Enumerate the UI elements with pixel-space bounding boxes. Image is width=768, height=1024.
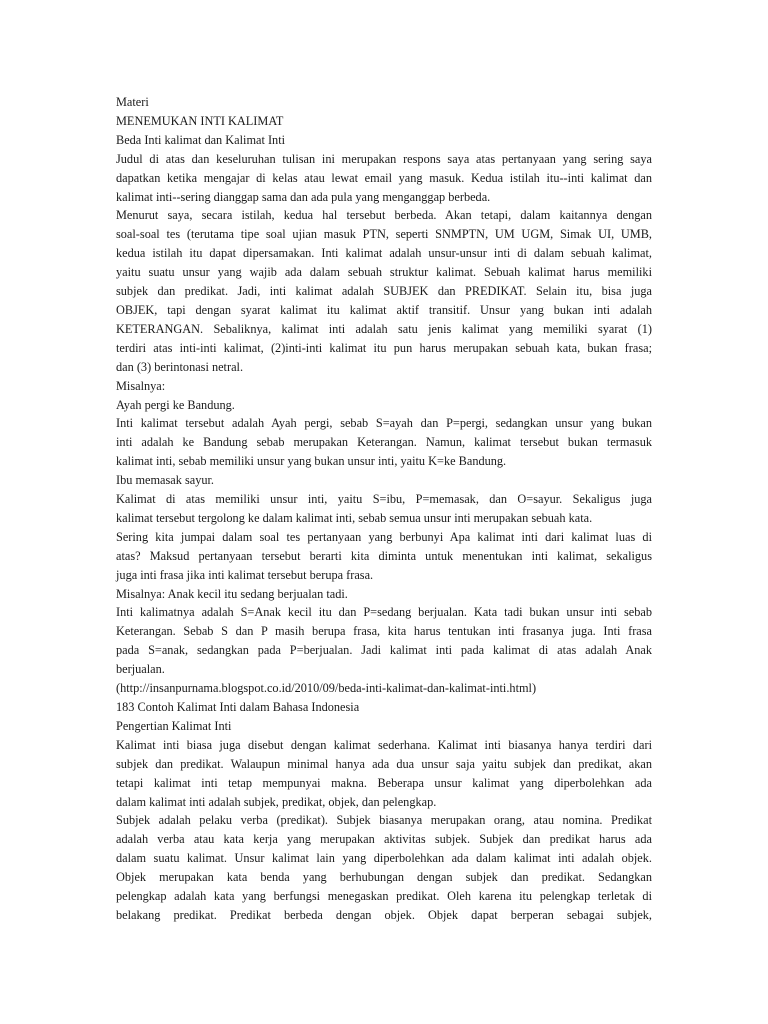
text-line: kalimat inti, sebab memiliki unsur yang bukan unsur inti, yaitu K=ke Bandung. <box>116 454 507 469</box>
text-line: dalam kalimat inti adalah subjek, predikat, objek, dan pelengkap. <box>116 794 437 809</box>
text-line: juga inti frasa jika inti kalimat tersebut berupa frasa. <box>116 567 374 582</box>
text-line: Kalimat inti biasa juga disebut dengan kalimat sederhana. Kalimat inti biasanya hanya terdiri dari <box>116 737 652 752</box>
text-line: Subjek adalah pelaku verba (predikat). Subjek biasanya merupakan orang, atau nomina. Predikat <box>116 813 652 828</box>
text-line: Misalnya: Anak kecil itu sedang berjualan tadi. <box>116 586 348 601</box>
document-page <box>116 93 652 925</box>
source-url: (http://insanpurnama.blogspot.co.id/2010/09/beda-inti-kalimat-dan-kalimat-inti.html) <box>116 681 537 696</box>
text-line: Judul di atas dan keseluruhan tulisan ini merupakan respons saya atas pertanyaan yang sering saya <box>116 151 652 166</box>
text-line: pada S=anak, sedangkan pada P=berjualan. Jadi kalimat inti pada kalimat di atas adalah Anak <box>116 643 652 658</box>
text-line: Pengertian Kalimat Inti <box>116 718 232 733</box>
text-line: Misalnya: <box>116 378 166 393</box>
text-line: atas? Maksud pertanyaan tersebut berarti kita diminta untuk menentukan inti kalimat, sekaligus <box>116 548 652 563</box>
text-line: dan (3) berintonasi netral. <box>116 359 244 374</box>
text-line: Ayah pergi ke Bandung. <box>116 397 235 412</box>
text-line: kedua istilah itu dapat dipersamakan. Inti kalimat adalah unsur-unsur inti di dalam sebuah kalimat, <box>116 246 652 261</box>
text-line: KETERANGAN. Sebaliknya, kalimat inti adalah satu jenis kalimat yang memiliki syarat (1) <box>116 321 652 336</box>
text-line: yaitu suatu unsur yang wajib ada dalam sebuah struktur kalimat. Sebuah kalimat harus memiliki <box>116 265 652 280</box>
text-line: Inti kalimat tersebut adalah Ayah pergi, sebab S=ayah dan P=pergi, sedangkan unsur yang bukan <box>116 416 652 431</box>
text-line: 183 Contoh Kalimat Inti dalam Bahasa Indonesia <box>116 700 360 714</box>
text-line: terdiri atas inti-inti kalimat, (2)inti-inti kalimat itu pun harus merupakan sebuah kata, bukan frasa; <box>116 340 652 355</box>
text-line: Objek merupakan kata benda yang berhubungan dengan subjek dan predikat. Sedangkan <box>116 870 652 885</box>
text-line: kalimat tersebut tergolong ke dalam kalimat inti, sebab semua unsur inti merupakan sebuah kata. <box>116 510 593 525</box>
text-line: MENEMUKAN INTI KALIMAT <box>116 113 284 128</box>
text-line: kalimat inti--sering dianggap sama dan ada pula yang menganggap berbeda. <box>116 189 491 204</box>
text-line: Keterangan. Sebab S dan P masih berupa frasa, kita harus tentukan inti frasanya juga. Inti frasa <box>116 624 652 639</box>
text-line: pelengkap adalah kata yang berfungsi menegaskan predikat. Oleh karena itu pelengkap terletak di <box>116 889 652 904</box>
text-line: dalam suatu kalimat. Unsur kalimat lain yang diperbolehkan ada dalam kalimat inti adalah objek. <box>116 851 652 866</box>
text-line: Sering kita jumpai dalam soal tes pertanyaan yang berbunyi Apa kalimat inti dari kalimat luas di <box>116 529 652 544</box>
text-line: berjualan. <box>116 662 165 677</box>
text-line: soal-soal tes (terutama tipe soal ujian masuk PTN, seperti SNMPTN, UM UGM, Simak UI, UMB, <box>116 227 652 242</box>
text-line: Materi <box>116 95 149 109</box>
text-line: Beda Inti kalimat dan Kalimat Inti <box>116 132 286 147</box>
text-line: adalah verba atau kata kerja yang merupakan aktivitas subjek. Subjek dan predikat harus ada <box>116 832 652 847</box>
text-line: dapatkan ketika mengajar di kelas atau lewat email yang masuk. Kedua istilah itu--inti kalimat dan <box>116 170 652 185</box>
text-line: belakang predikat. Predikat berbeda dengan objek. Objek dapat berperan sebagai subjek, <box>116 907 652 922</box>
text-line: Ibu memasak sayur. <box>116 473 215 488</box>
text-line: Inti kalimatnya adalah S=Anak kecil itu dan P=sedang berjualan. Kata tadi bukan unsur inti sebab <box>116 605 652 620</box>
text-line: tetapi kalimat inti tetap mempunyai makna. Beberapa unsur kalimat yang diperbolehkan ada <box>116 775 652 790</box>
text-line: subjek dan predikat. Walaupun minimal hanya ada dua unsur saja yaitu subjek dan predikat, akan <box>116 756 652 771</box>
text-line: OBJEK, tapi dengan syarat kalimat itu kalimat aktif transitif. Unsur yang bukan inti adalah <box>116 302 652 317</box>
text-line: Menurut saya, secara istilah, kedua hal tersebut berbeda. Akan tetapi, dalam kaitannya dengan <box>116 208 652 223</box>
text-line: Kalimat di atas memiliki unsur inti, yaitu S=ibu, P=memasak, dan O=sayur. Sekaligus juga <box>116 492 652 507</box>
text-line: subjek dan predikat. Jadi, inti kalimat adalah SUBJEK dan PREDIKAT. Selain itu, bisa juga <box>116 284 652 299</box>
text-line: inti adalah ke Bandung sebab merupakan Keterangan. Namun, kalimat tersebut bukan termasuk <box>116 435 652 450</box>
